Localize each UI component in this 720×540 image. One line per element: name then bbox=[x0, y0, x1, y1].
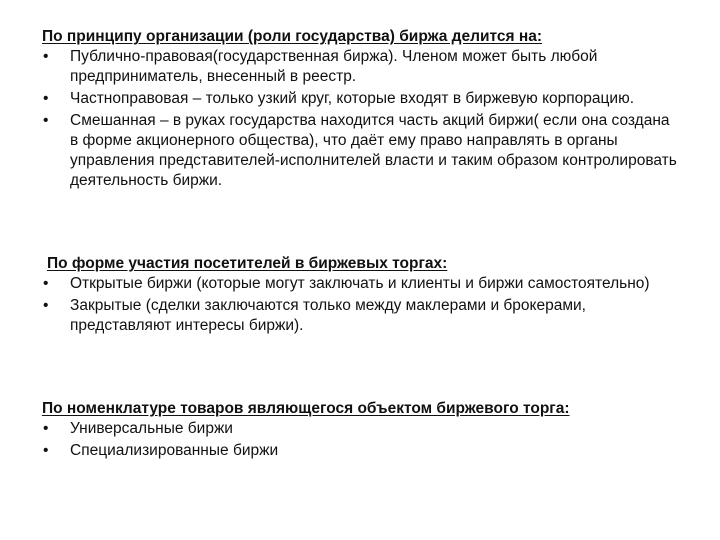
bullet-icon: • bbox=[43, 442, 49, 459]
section-participation-form bbox=[42, 254, 682, 338]
list-item bbox=[42, 419, 682, 439]
list-item-text: Смешанная – в руках государства находится часть акций биржи( если она создана в форме акционерного общества), что даёт ему право направлять в органы управления представителей-исполнителей власти и таким образом контролировать деятельность биржи. bbox=[70, 112, 677, 189]
bullet-list bbox=[42, 419, 682, 461]
section-heading: По форме участия посетителей в биржевых торгах: bbox=[47, 255, 448, 272]
list-item-text: Закрытые (сделки заключаются только между маклерами и брокерами, представляют интересы биржи). bbox=[70, 297, 586, 334]
section-heading: По номенклатуре товаров являющегося объектом биржевого торга: bbox=[42, 400, 570, 417]
section-goods-nomenclature bbox=[42, 399, 682, 463]
list-item bbox=[42, 47, 682, 87]
list-item bbox=[42, 89, 682, 109]
list-item bbox=[42, 274, 682, 294]
bullet-icon: • bbox=[43, 420, 49, 437]
list-item bbox=[42, 111, 682, 191]
list-item-text: Универсальные биржи bbox=[70, 420, 233, 437]
bullet-icon: • bbox=[43, 112, 49, 129]
section-heading: По принципу организации (роли государства) биржа делится на: bbox=[42, 28, 543, 45]
bullet-list bbox=[42, 274, 682, 336]
bullet-list bbox=[42, 47, 682, 191]
section-organization-principle bbox=[42, 27, 682, 193]
list-item bbox=[42, 441, 682, 461]
bullet-icon: • bbox=[43, 275, 49, 292]
bullet-icon: • bbox=[43, 48, 49, 65]
list-item-text: Публично-правовая(государственная биржа). Членом может быть любой предприниматель, внесенный в реестр. bbox=[70, 48, 598, 85]
list-item-text: Частноправовая – только узкий круг, которые входят в биржевую корпорацию. bbox=[70, 90, 635, 107]
bullet-icon: • bbox=[43, 297, 49, 314]
list-item-text: Специализированные биржи bbox=[70, 442, 279, 459]
list-item bbox=[42, 296, 682, 336]
bullet-icon: • bbox=[43, 90, 49, 107]
list-item-text: Открытые биржи (которые могут заключать и клиенты и биржи самостоятельно) bbox=[70, 275, 650, 292]
